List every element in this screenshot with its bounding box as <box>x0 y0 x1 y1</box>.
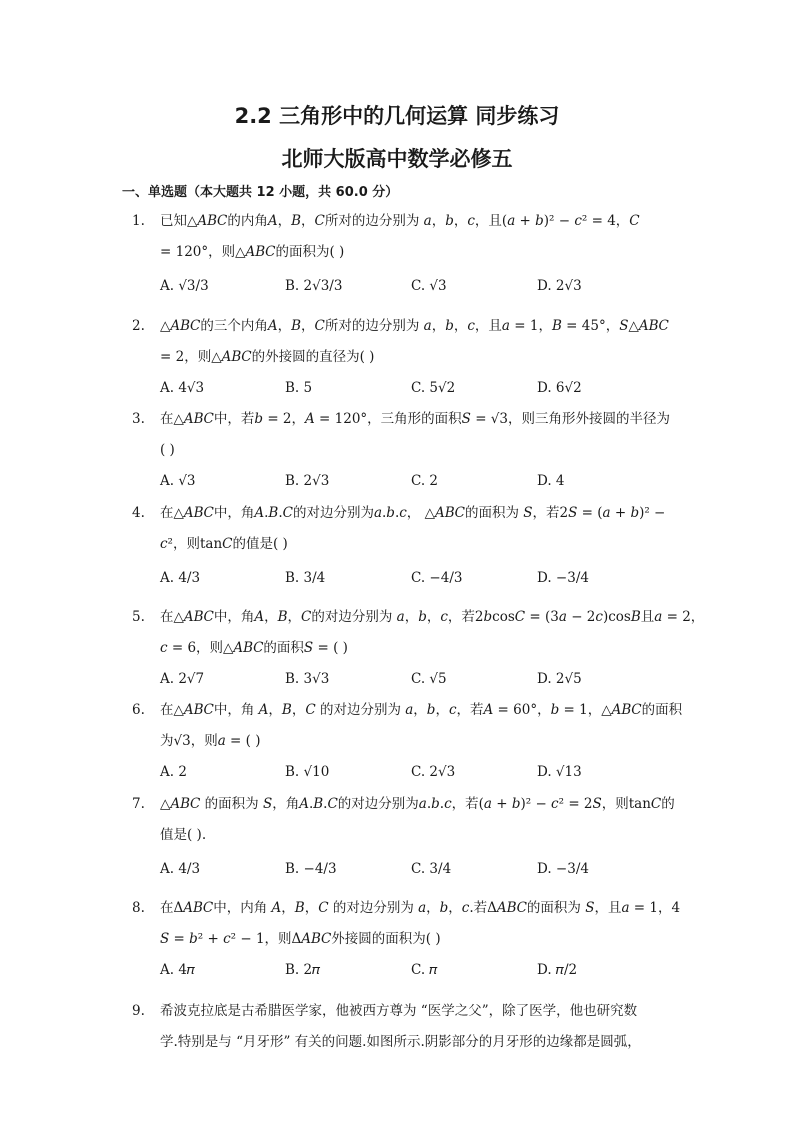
option-a: A. √3 <box>160 473 196 489</box>
question-number: 8. <box>132 900 145 916</box>
question-9 <box>132 996 672 1058</box>
section-heading: 一、单选题（本大题共 12 小题，共 60.0 分） <box>122 185 399 200</box>
stem-line: 希波克拉底是古希腊医学家，他被西方尊为 “医学之父”，除了医学，他也研究数 <box>160 1003 638 1019</box>
stem-line: 在△𝐴𝐵𝐶中，角𝐴，𝐵，𝐶的对边分别为 𝑎，𝑏，𝑐，若2𝑏cos𝐶 = (3𝑎 − 2𝑐)cos𝐵且𝑎 = 2， <box>160 609 705 625</box>
option-d: D. 4 <box>537 473 565 489</box>
option-c: C. −4/3 <box>411 570 463 586</box>
option-d: D. 2√5 <box>537 671 582 687</box>
stem-line: 值是( ). <box>160 827 207 843</box>
option-c: C. 2√3 <box>411 764 456 780</box>
question-stem <box>160 695 683 757</box>
options-row <box>160 373 672 404</box>
question-number: 7. <box>132 796 145 812</box>
options-row <box>160 851 672 882</box>
option-d: D. √13 <box>537 764 582 780</box>
stem-line: 学.特别是与 “月牙形” 有关的问题.如图所示.阴影部分的月牙形的边缘都是圆弧， <box>160 1034 641 1050</box>
question-3 <box>132 404 672 497</box>
option-d: D. −3/4 <box>537 570 589 586</box>
stem-line: 在△𝐴𝐵𝐶中，角 𝐴，𝐵，𝐶 的对边分别为 𝑎，𝑏，𝑐，若𝐴 = 60°，𝑏 = 1，△𝐴𝐵𝐶的面积 <box>160 702 683 718</box>
option-b: B. √10 <box>285 764 330 780</box>
options-row <box>160 466 672 497</box>
option-a: A. 4/3 <box>160 861 201 877</box>
option-a: A. 2 <box>160 764 187 780</box>
option-b: B. 2𝜋 <box>285 962 321 978</box>
option-b: B. 5 <box>285 380 313 396</box>
stem-line: ( ) <box>160 442 175 458</box>
options-row <box>160 560 672 591</box>
option-a: A. 2√7 <box>160 671 205 687</box>
option-b: B. 3√3 <box>285 671 330 687</box>
question-stem <box>160 206 672 268</box>
option-c: C. 5√2 <box>411 380 456 396</box>
stem-line: 𝑐 = 6，则△𝐴𝐵𝐶的面积𝑆 = ( ) <box>160 640 348 656</box>
stem-line: 𝑆 = 𝑏² + 𝑐² − 1，则Δ𝐴𝐵𝐶外接圆的面积为( ) <box>160 931 441 947</box>
option-b: B. 3/4 <box>285 570 326 586</box>
option-d: D. −3/4 <box>537 861 589 877</box>
stem-line: △𝐴𝐵𝐶的三个内角𝐴，𝐵，𝐶所对的边分别为 𝑎，𝑏，𝑐，且𝑎 = 1，𝐵 = 45°，𝑆△𝐴𝐵𝐶 <box>160 318 669 334</box>
option-d: D. 6√2 <box>537 380 582 396</box>
option-b: B. 2√3 <box>285 473 330 489</box>
stem-line: 已知△𝐴𝐵𝐶的内角𝐴，𝐵，𝐶所对的边分别为 𝑎，𝑏，𝑐，且(𝑎 + 𝑏)² − 𝑐² = 4，𝐶 <box>160 213 640 229</box>
question-stem <box>160 602 705 664</box>
stem-line: 在△𝐴𝐵𝐶中，角𝐴.𝐵.𝐶的对边分别为𝑎.𝑏.𝑐， △𝐴𝐵𝐶的面积为 𝑆，若2𝑆 = (𝑎 + 𝑏)² − <box>160 505 666 521</box>
question-stem <box>160 311 672 373</box>
question-number: 6. <box>132 702 145 718</box>
options-row <box>160 955 672 986</box>
option-c: C. √3 <box>411 278 447 294</box>
option-a: A. √3/3 <box>160 278 209 294</box>
stem-line: 在△𝐴𝐵𝐶中，若𝑏 = 2，𝐴 = 120°，三角形的面积𝑆 = √3，则三角形外接圆的半径为 <box>160 411 670 427</box>
option-a: A. 4𝜋 <box>160 962 195 978</box>
option-c: C. 2 <box>411 473 439 489</box>
question-stem <box>160 789 675 851</box>
question-number: 4. <box>132 505 145 521</box>
stem-line: 在Δ𝐴𝐵𝐶中，内角 𝐴，𝐵，𝐶 的对边分别为 𝑎，𝑏，𝑐.若Δ𝐴𝐵𝐶的面积为 𝑆，且𝑎 = 1，4 <box>160 900 681 916</box>
stem-line: 𝑐²，则tan𝐶的值是( ) <box>160 536 288 552</box>
question-4 <box>132 498 672 591</box>
question-8 <box>132 893 681 986</box>
options-row <box>160 268 672 299</box>
stem-line: 为√3，则𝑎 = ( ) <box>160 733 261 749</box>
options-row <box>160 664 672 695</box>
option-a: A. 4√3 <box>160 380 205 396</box>
question-5 <box>132 602 705 695</box>
option-c: C. 3/4 <box>411 861 452 877</box>
stem-line: △𝐴𝐵𝐶 的面积为 𝑆，角𝐴.𝐵.𝐶的对边分别为𝑎.𝑏.𝑐，若(𝑎 + 𝑏)² − 𝑐² = 2𝑆，则tan𝐶的 <box>160 796 675 812</box>
question-1 <box>132 206 672 299</box>
option-b: B. −4/3 <box>285 861 337 877</box>
question-stem <box>160 404 672 466</box>
question-7 <box>132 789 675 882</box>
option-c: C. 𝜋 <box>411 962 438 978</box>
option-b: B. 2√3/3 <box>285 278 343 294</box>
options-row <box>160 757 672 788</box>
question-number: 9. <box>132 1003 145 1019</box>
stem-line: = 120°，则△𝐴𝐵𝐶的面积为( ) <box>160 244 345 260</box>
question-number: 5. <box>132 609 145 625</box>
page-title: 2.2 三角形中的几何运算 同步练习 <box>234 104 560 128</box>
question-6 <box>132 695 683 788</box>
question-2 <box>132 311 672 404</box>
question-number: 2. <box>132 318 145 334</box>
question-number: 1. <box>132 213 145 229</box>
page-subtitle: 北师大版高中数学必修五 <box>281 147 513 171</box>
question-stem <box>160 498 672 560</box>
question-stem <box>160 893 681 955</box>
stem-line: = 2，则△𝐴𝐵𝐶的外接圆的直径为( ) <box>160 349 375 365</box>
option-d: D. 2√3 <box>537 278 582 294</box>
option-a: A. 4/3 <box>160 570 201 586</box>
question-stem <box>160 996 672 1058</box>
question-number: 3. <box>132 411 145 427</box>
option-d: D. 𝜋/2 <box>537 962 578 978</box>
option-c: C. √5 <box>411 671 447 687</box>
